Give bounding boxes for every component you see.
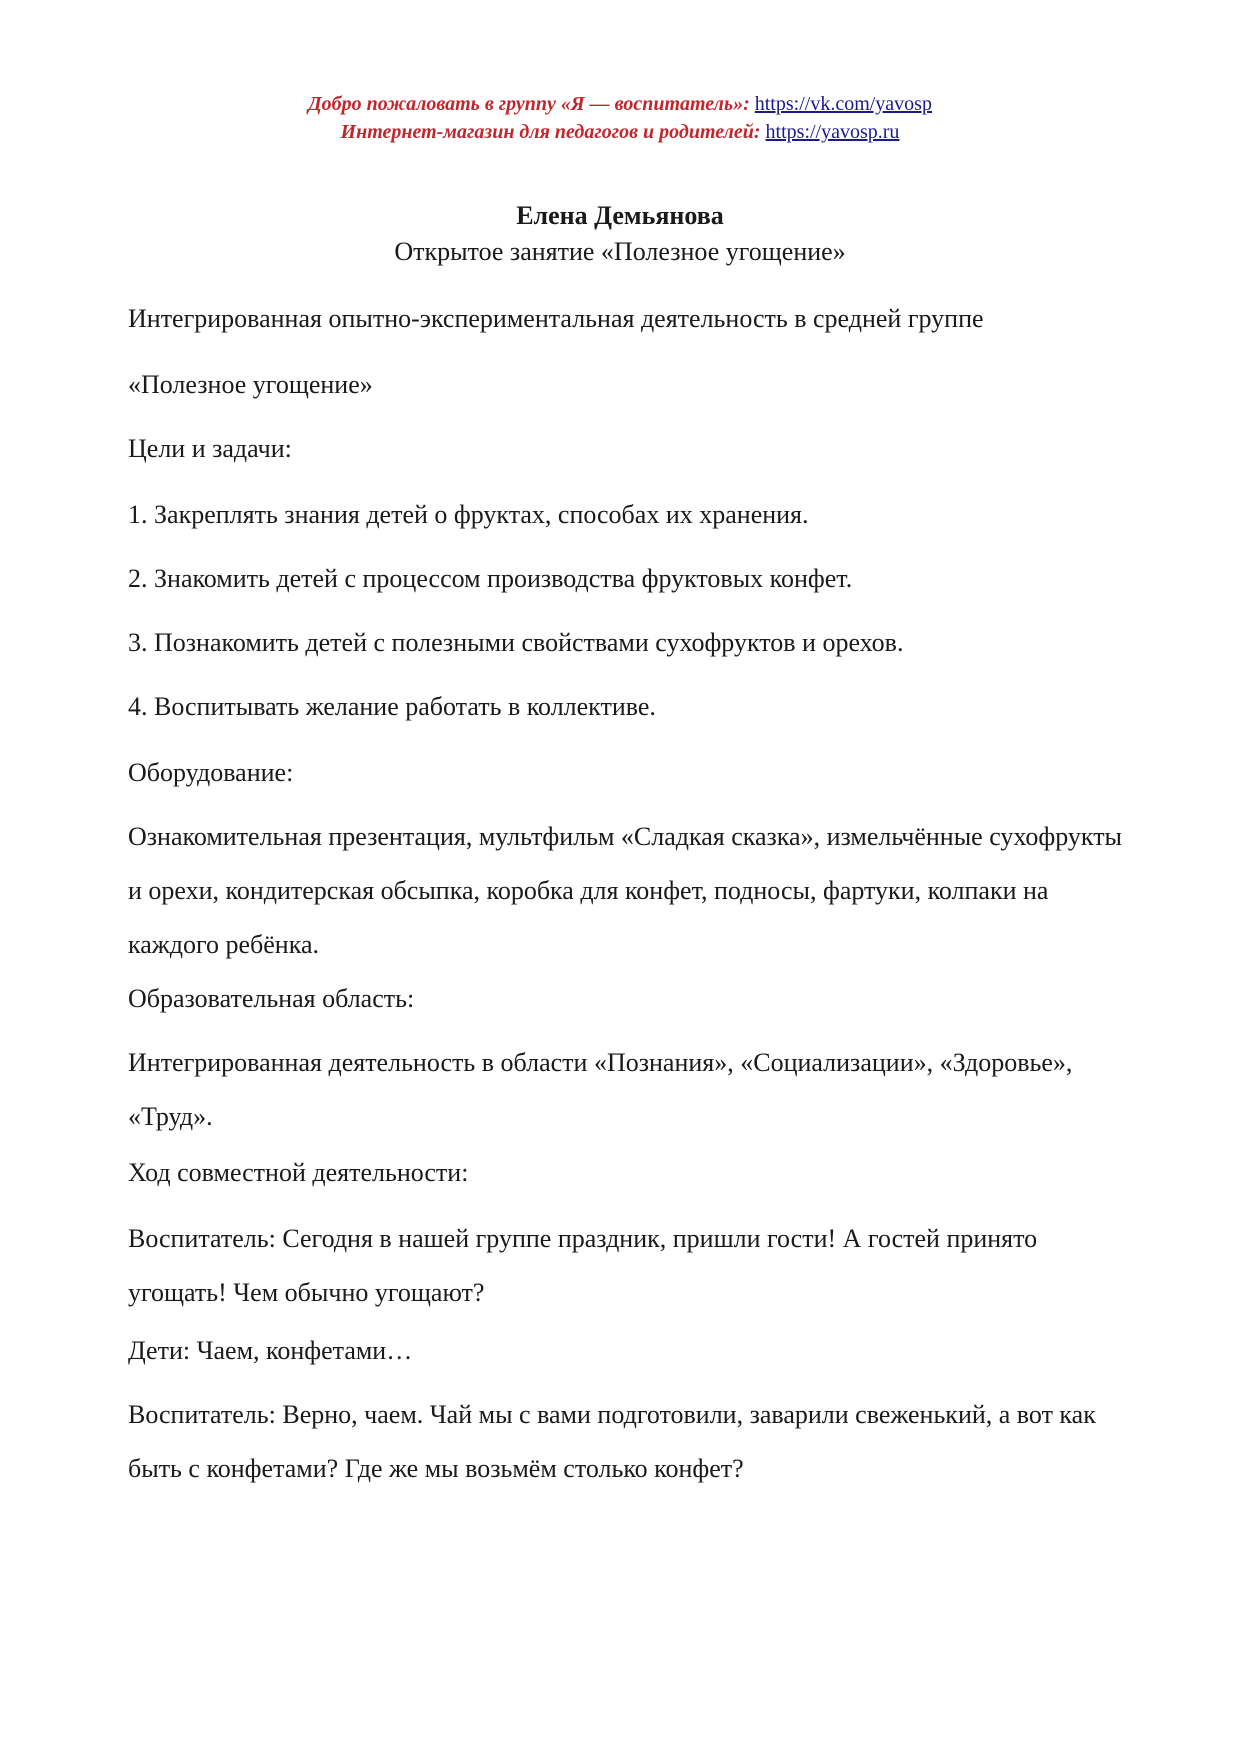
heading-equipment: Оборудование: [128, 758, 294, 787]
author-name: Елена Демьянова [516, 201, 724, 230]
heading-activity: Ход совместной деятельности: [128, 1158, 469, 1187]
dialogue-teacher-2: Воспитатель: Верно, чаем. Чай мы с вами подготовили, заварили свеженький, а вот как быть с конфетами? Где же мы возьмём столько конфет? [128, 1400, 1096, 1483]
goal-item-2: 2. Знакомить детей с процессом производства фруктовых конфет. [128, 564, 853, 593]
paragraph-intro: Интегрированная опытно-экспериментальная деятельность в средней группе [128, 304, 984, 333]
shop-link[interactable]: https://yavosp.ru [765, 121, 900, 143]
shop-promo: Интернет-магазин для педагогов и родителей: [340, 121, 761, 143]
header-vk-line [0, 92, 1240, 116]
goal-item-3: 3. Познакомить детей с полезными свойствами сухофруктов и орехов. [128, 628, 904, 657]
vk-group-promo: Добро пожаловать в группу «Я — воспитатель»: [308, 93, 750, 115]
heading-goals: Цели и задачи: [128, 434, 292, 463]
header-shop-line [0, 120, 1240, 144]
document-title: Открытое занятие «Полезное угощение» [394, 237, 846, 266]
dialogue-children-1: Дети: Чаем, конфетами… [128, 1336, 413, 1365]
vk-group-link[interactable]: https://vk.com/yavosp [754, 93, 932, 115]
goal-item-1: 1. Закреплять знания детей о фруктах, способах их хранения. [128, 500, 809, 529]
paragraph-equipment: Ознакомительная презентация, мультфильм «Сладкая сказка», измельчённые сухофрукты и орехи, кондитерская обсыпка, коробка для конфет, подносы, фартуки, колпаки на каждого ребёнка. [128, 822, 1123, 959]
paragraph-education-area: Интегрированная деятельность в области «Познания», «Социализации», «Здоровье», «Труд». [128, 1048, 1073, 1131]
dialogue-teacher-1: Воспитатель: Сегодня в нашей группе праздник, пришли гости! А гостей принято угощать! Чем обычно угощают? [128, 1224, 1038, 1307]
heading-education-area: Образовательная область: [128, 984, 415, 1013]
goal-item-4: 4. Воспитывать желание работать в коллективе. [128, 692, 656, 721]
paragraph-topic: «Полезное угощение» [128, 370, 373, 399]
